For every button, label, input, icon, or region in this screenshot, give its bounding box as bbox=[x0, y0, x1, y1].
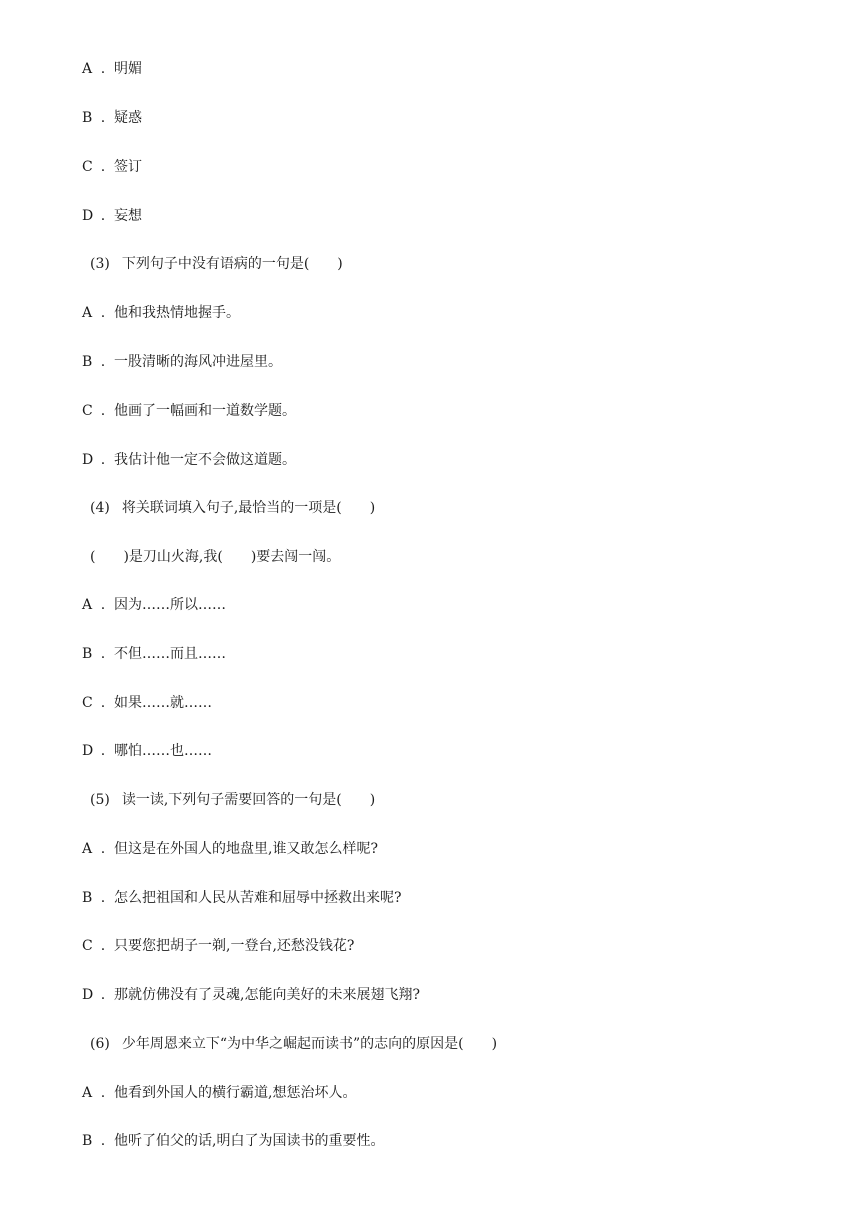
option-letter: C bbox=[82, 938, 93, 954]
option-text: 一股清晰的海风冲进屋里。 bbox=[114, 354, 282, 370]
option-text: 哪怕……也…… bbox=[114, 743, 212, 759]
option-separator: . bbox=[100, 695, 106, 711]
option-text: 因为……所以…… bbox=[114, 597, 226, 613]
option-separator: . bbox=[100, 110, 106, 126]
option-text: 疑惑 bbox=[114, 110, 142, 126]
option-text: 怎么把祖国和人民从苦难和屈辱中拯救出来呢? bbox=[114, 890, 402, 906]
option-separator: . bbox=[100, 987, 106, 1003]
option-separator: . bbox=[100, 597, 106, 613]
q2-option-c[interactable] bbox=[82, 157, 142, 177]
q6-prompt bbox=[90, 1034, 497, 1054]
q2-option-d[interactable] bbox=[82, 206, 142, 226]
option-letter: A bbox=[82, 61, 93, 77]
option-separator: . bbox=[100, 354, 106, 370]
q5-option-a[interactable] bbox=[82, 839, 378, 859]
q5-option-b[interactable] bbox=[82, 888, 402, 908]
option-separator: . bbox=[100, 890, 106, 906]
option-separator: . bbox=[100, 743, 106, 759]
option-separator: . bbox=[100, 938, 106, 954]
option-text: 明媚 bbox=[114, 61, 142, 77]
option-letter: A bbox=[82, 841, 93, 857]
option-text: 签订 bbox=[114, 159, 142, 175]
option-letter: D bbox=[82, 208, 94, 224]
q2-option-a[interactable] bbox=[82, 59, 142, 79]
option-letter: D bbox=[82, 452, 94, 468]
q4-option-a[interactable] bbox=[82, 595, 226, 615]
option-letter: B bbox=[82, 1133, 93, 1149]
option-text: 那就仿佛没有了灵魂,怎能向美好的未来展翅飞翔? bbox=[114, 987, 420, 1003]
option-text: 妄想 bbox=[114, 208, 142, 224]
option-separator: . bbox=[100, 1133, 106, 1149]
option-separator: . bbox=[100, 208, 106, 224]
option-text: 但这是在外国人的地盘里,谁又敢怎么样呢? bbox=[114, 841, 378, 857]
option-text: 如果……就…… bbox=[114, 695, 212, 711]
q6-option-a[interactable] bbox=[82, 1083, 356, 1103]
option-letter: A bbox=[82, 1085, 93, 1101]
option-letter: C bbox=[82, 159, 93, 175]
option-text: 他画了一幅画和一道数学题。 bbox=[114, 403, 296, 419]
option-letter: A bbox=[82, 305, 93, 321]
q5-prompt bbox=[90, 790, 375, 810]
option-separator: . bbox=[100, 61, 106, 77]
q5-option-d[interactable] bbox=[82, 985, 420, 1005]
option-separator: . bbox=[100, 841, 106, 857]
option-letter: C bbox=[82, 695, 93, 711]
q4-option-d[interactable] bbox=[82, 741, 212, 761]
q5-option-c[interactable] bbox=[82, 936, 354, 956]
option-text: 只要您把胡子一剃,一登台,还愁没钱花? bbox=[114, 938, 355, 954]
option-letter: D bbox=[82, 743, 94, 759]
option-separator: . bbox=[100, 305, 106, 321]
option-separator: . bbox=[100, 1085, 106, 1101]
option-text: 不但……而且…… bbox=[114, 646, 226, 662]
option-letter: C bbox=[82, 403, 93, 419]
option-letter: B bbox=[82, 890, 93, 906]
option-separator: . bbox=[100, 452, 106, 468]
q6-option-b[interactable] bbox=[82, 1131, 384, 1151]
option-letter: B bbox=[82, 646, 93, 662]
option-text: 他听了伯父的话,明白了为国读书的重要性。 bbox=[114, 1133, 385, 1149]
question-number: (6) bbox=[90, 1036, 110, 1052]
question-text: 读一读,下列句子需要回答的一句是( ) bbox=[121, 792, 376, 808]
q4-option-b[interactable] bbox=[82, 644, 226, 664]
question-text: 少年周恩来立下“为中华之崛起而读书”的志向的原因是( ) bbox=[121, 1036, 498, 1052]
option-text: 我估计他一定不会做这道题。 bbox=[114, 452, 296, 468]
option-letter: B bbox=[82, 354, 93, 370]
q3-option-b[interactable] bbox=[82, 352, 282, 372]
q3-option-a[interactable] bbox=[82, 303, 240, 323]
q3-option-d[interactable] bbox=[82, 450, 296, 470]
option-letter: B bbox=[82, 110, 93, 126]
option-text: 他看到外国人的横行霸道,想惩治坏人。 bbox=[114, 1085, 357, 1101]
question-number: (3) bbox=[90, 256, 110, 272]
option-letter: A bbox=[82, 597, 93, 613]
question-number: (4) bbox=[90, 500, 110, 516]
q3-option-c[interactable] bbox=[82, 401, 296, 421]
option-letter: D bbox=[82, 987, 94, 1003]
option-text: 他和我热情地握手。 bbox=[114, 305, 240, 321]
option-separator: . bbox=[100, 159, 106, 175]
q3-prompt bbox=[90, 254, 343, 274]
question-text: 将关联词填入句子,最恰当的一项是( ) bbox=[121, 500, 376, 516]
q2-option-b[interactable] bbox=[82, 108, 142, 128]
question-text: 下列句子中没有语病的一句是( ) bbox=[121, 256, 343, 272]
option-separator: . bbox=[100, 403, 106, 419]
q4-prompt bbox=[90, 498, 375, 518]
question-number: (5) bbox=[90, 792, 110, 808]
option-separator: . bbox=[100, 646, 106, 662]
q4-option-c[interactable] bbox=[82, 693, 212, 713]
q4-sentence: ( )是刀山火海,我( )要去闯一闯。 bbox=[90, 549, 341, 565]
